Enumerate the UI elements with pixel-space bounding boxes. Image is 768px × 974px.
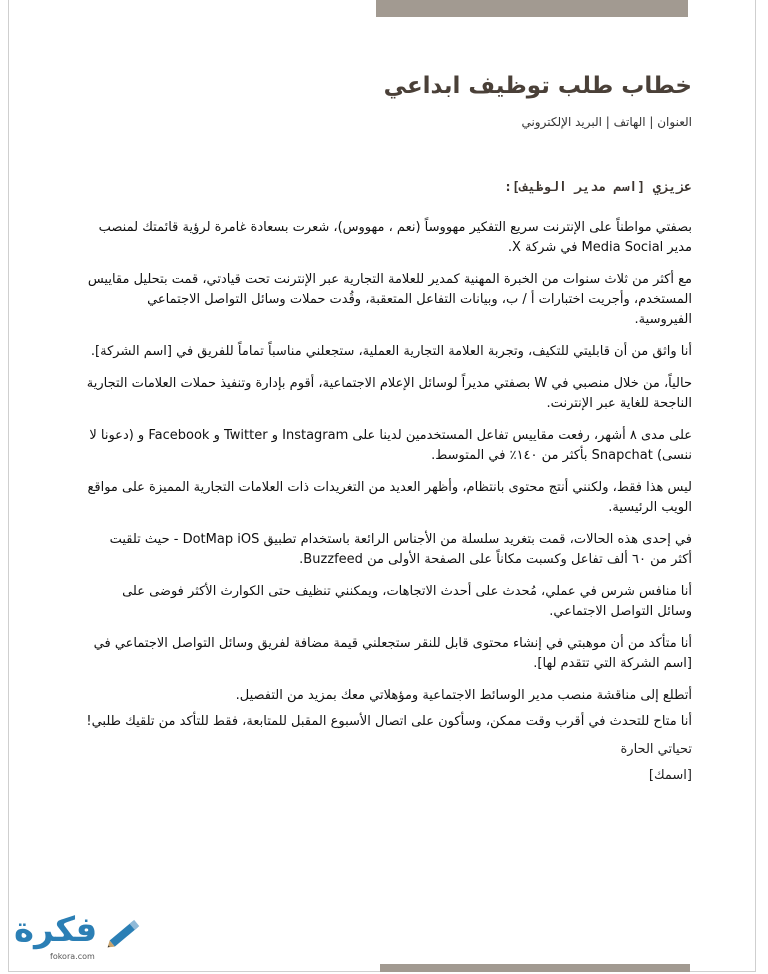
paragraph-3: أنا واثق من أن قابليتي للتكيف، وتجربة العلامة التجارية العملية، ستجعلني مناسباً تماماً للفريق في [اسم الشركة]. (90, 344, 692, 359)
paragraph-1: بصفتي مواطناً على الإنترنت سريع التفكير مهووساً (نعم ، مهووس)، شعرت بسعادة غامرة لرؤية قائمتك لمنصب مدير Media Social في شركة X. (98, 220, 692, 255)
watermark-domain: fokora.com (50, 952, 95, 961)
paragraph-8: أنا منافس شرس في عملي، مُحدث على أحدث الاتجاهات، ويمكنني تنظيف حتى الكوارث الأكثر فوضى على وسائل التواصل الاجتماعي. (122, 584, 692, 619)
cover-letter (86, 66, 692, 786)
pencil-icon (102, 910, 150, 958)
watermark-logo (10, 906, 150, 966)
paragraph-10: أتطلع إلى مناقشة منصب مدير الوسائط الاجتماعية ومؤهلاتي معك بمزيد من التفصيل. (235, 688, 692, 703)
watermark-brand: فكرة (14, 910, 98, 950)
contact-line: العنوان | الهاتف | البريد الإلكتروني (521, 115, 692, 129)
header-accent-bar (376, 0, 688, 17)
footer-accent-bar (380, 964, 690, 972)
paragraph-9: أنا متأكد من أن موهبتي في إنشاء محتوى قابل للنقر ستجعلني قيمة مضافة لفريق وسائل التواصل الاجتماعي في [اسم الشركة التي تتقدم لها]. (93, 636, 692, 671)
closing: تحياتي الحارة (620, 742, 692, 757)
greeting: عزيزي [اسم مدير الوظيف]: (504, 180, 692, 195)
letter-title: خطاب طلب توظيف ابداعي (383, 73, 692, 99)
letter-body (86, 218, 692, 732)
sender-name: [اسمك] (648, 768, 692, 783)
paragraph-5: على مدى ٨ أشهر، رفعت مقاييس تفاعل المستخدمين لدينا على Instagram و Twitter و Facebook و (دعونا لا ننسى) Snapchat بأكثر من ١٤٠٪ في المتوسط. (89, 428, 692, 463)
paragraph-6: ليس هذا فقط، ولكنني أنتج محتوى بانتظام، وأظهر العديد من التغريدات ذات العلامات التجارية المميزة على مواقع الويب الرئيسية. (87, 480, 692, 515)
paragraph-4: حالياً، من خلال منصبي في W بصفتي مديراً لوسائل الإعلام الاجتماعية، أقوم بإدارة وتنفيذ حملات العلامات التجارية الناجحة للغاية عبر الإنترنت. (86, 376, 692, 411)
paragraph-11: أنا متاح للتحدث في أقرب وقت ممكن، وسأكون على اتصال الأسبوع المقبل للمتابعة، فقط للتأكد من تلقيك طلبي! (86, 714, 692, 729)
paragraph-7: في إحدى هذه الحالات، قمت بتغريد سلسلة من الأجناس الرائعة باستخدام تطبيق DotMap iOS - حيث تلقيت أكثر من ٦٠ ألف تفاعل وكسبت مكاناً على الصفحة الأولى من Buzzfeed. (109, 532, 692, 567)
paragraph-2: مع أكثر من ثلاث سنوات من الخبرة المهنية كمدير للعلامة التجارية عبر الإنترنت تحت قيادتي، قمت بتحليل مقاييس المستخدم، وأجريت اختبارات أ / ب، وبيانات التفاعل المتعقبة، وقُدت حملات وسائل التواصل الاجتماعي الفيروسية. (87, 272, 692, 327)
